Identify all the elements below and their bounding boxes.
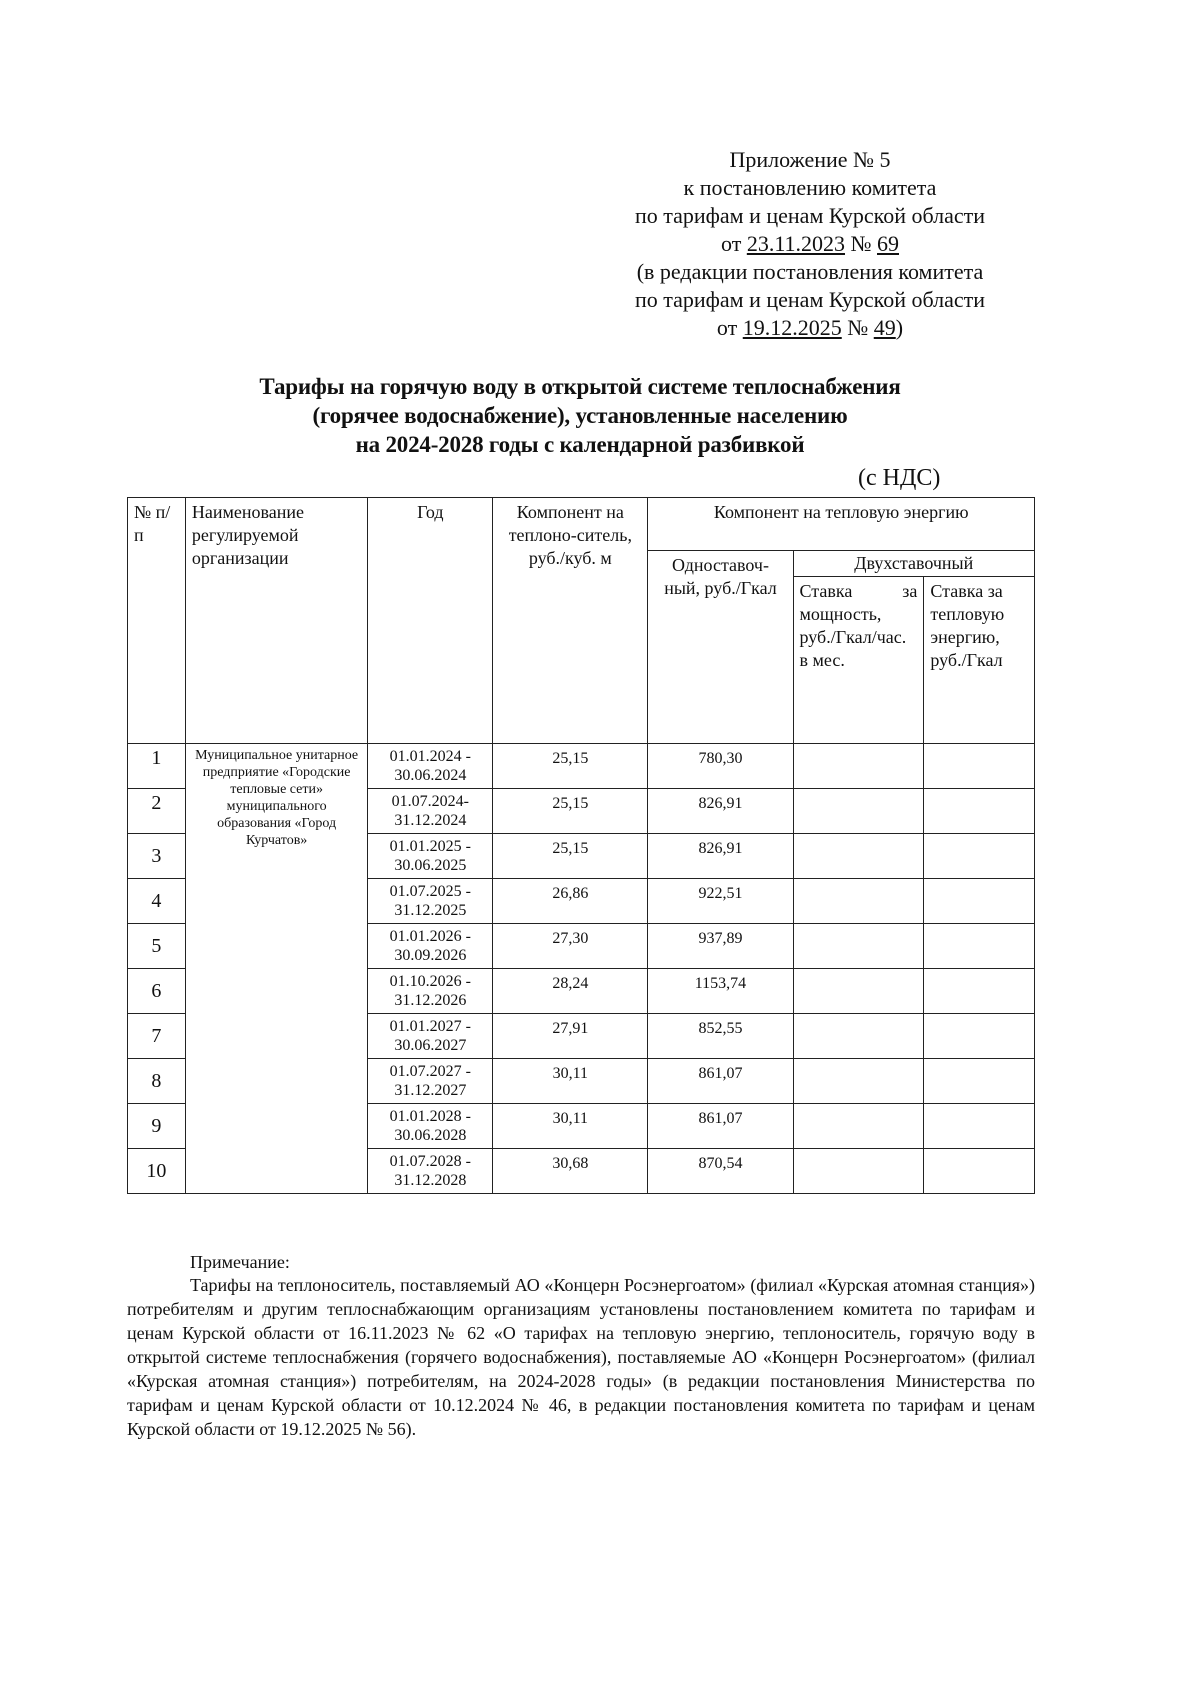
period: 01.07.2024- 31.12.2024 bbox=[368, 789, 493, 834]
carrier-value: 25,15 bbox=[493, 789, 648, 834]
appendix-order-ref bbox=[600, 230, 1020, 258]
capacity-rate-value bbox=[793, 879, 924, 924]
energy-rate-value bbox=[924, 924, 1035, 969]
header-two-part-rate: Двухставочный bbox=[793, 551, 1034, 577]
number-label: № bbox=[845, 231, 877, 256]
single-rate-value: 1153,74 bbox=[648, 969, 793, 1014]
appendix-amendment-ref bbox=[600, 314, 1020, 342]
title-line: на 2024-2028 годы с календарной разбивкой bbox=[355, 432, 805, 457]
capacity-rate-value bbox=[793, 744, 924, 789]
capacity-rate-value bbox=[793, 834, 924, 879]
table-row bbox=[128, 744, 1035, 789]
period: 01.01.2027 - 30.06.2027 bbox=[368, 1014, 493, 1059]
appendix-line: Приложение № 5 bbox=[729, 147, 891, 172]
single-rate-value: 870,54 bbox=[648, 1149, 793, 1194]
row-number: 6 bbox=[128, 969, 186, 1014]
energy-rate-value bbox=[924, 1149, 1035, 1194]
single-rate-value: 861,07 bbox=[648, 1059, 793, 1104]
single-rate-value: 826,91 bbox=[648, 789, 793, 834]
order-date: 23.11.2023 bbox=[746, 231, 845, 256]
row-number: 1 bbox=[128, 744, 186, 789]
title-line: (горячее водоснабжение), установленные населению bbox=[312, 403, 848, 428]
note-text: Тарифы на теплоноситель, поставляемый АО «Концерн Росэнергоатом» (филиал «Курская атомная станция») потребителям и другим теплоснабжающим организациям установлены постановлением комитета по тарифам и ценам Курской области от 16.11.2023 № 62 «О тарифах на тепловую энергию, теплоноситель, горячую воду в открытой системе теплоснабжения (горячего водоснабжения), поставляемые АО «Концерн Росэнергоатом» (филиал «Курская атомная станция») потребителям, на 2024-2028 годы» (в редакции постановления Министерства по тарифам и ценам Курской области от 10.12.2024 № 46, в редакции постановления комитета по тарифам и ценам Курской области от 19.12.2025 № 56). bbox=[127, 1275, 1035, 1439]
amendment-date: 19.12.2025 bbox=[742, 315, 842, 340]
prefix: от bbox=[716, 315, 743, 340]
single-rate-value: 826,91 bbox=[648, 834, 793, 879]
period: 01.07.2027 - 31.12.2027 bbox=[368, 1059, 493, 1104]
carrier-value: 28,24 bbox=[493, 969, 648, 1014]
header-energy-rate: Ставка за тепловую энергию, руб./Гкал bbox=[924, 577, 1035, 744]
carrier-value: 27,30 bbox=[493, 924, 648, 969]
row-number: 3 bbox=[128, 834, 186, 879]
header-single-rate: Одноставоч-ный, руб./Гкал bbox=[648, 551, 793, 744]
carrier-value: 30,11 bbox=[493, 1104, 648, 1149]
header-year: Год bbox=[368, 498, 493, 744]
title-line: Тарифы на горячую воду в открытой системе теплоснабжения bbox=[259, 374, 901, 399]
energy-rate-value bbox=[924, 969, 1035, 1014]
carrier-value: 25,15 bbox=[493, 834, 648, 879]
energy-rate-value bbox=[924, 879, 1035, 924]
period: 01.01.2024 - 30.06.2024 bbox=[368, 744, 493, 789]
header-organization: Наименование регулируемой организации bbox=[185, 498, 368, 744]
document-title bbox=[160, 372, 1000, 459]
prefix: от bbox=[720, 231, 747, 256]
carrier-value: 26,86 bbox=[493, 879, 648, 924]
row-number: 10 bbox=[128, 1149, 186, 1194]
row-number: 4 bbox=[128, 879, 186, 924]
period: 01.07.2028 - 31.12.2028 bbox=[368, 1149, 493, 1194]
row-number: 9 bbox=[128, 1104, 186, 1149]
row-number: 2 bbox=[128, 789, 186, 834]
appendix-block bbox=[600, 146, 1020, 342]
header-no: № п/п bbox=[128, 498, 186, 744]
period: 01.01.2025 - 30.06.2025 bbox=[368, 834, 493, 879]
header-heat-carrier: Компонент на теплоно-ситель, руб./куб. м bbox=[493, 498, 648, 744]
carrier-value: 25,15 bbox=[493, 744, 648, 789]
carrier-value: 27,91 bbox=[493, 1014, 648, 1059]
amendment-number: 49 bbox=[873, 315, 896, 340]
appendix-line: (в редакции постановления комитета bbox=[636, 259, 984, 284]
capacity-rate-value bbox=[793, 924, 924, 969]
single-rate-value: 922,51 bbox=[648, 879, 793, 924]
period: 01.10.2026 - 31.12.2026 bbox=[368, 969, 493, 1014]
capacity-rate-value bbox=[793, 789, 924, 834]
period: 01.01.2028 - 30.06.2028 bbox=[368, 1104, 493, 1149]
capacity-rate-value bbox=[793, 969, 924, 1014]
appendix-line: по тарифам и ценам Курской области bbox=[634, 287, 986, 312]
appendix-line: к постановлению комитета bbox=[683, 175, 937, 200]
tariff-table bbox=[127, 497, 1035, 1194]
order-number: 69 bbox=[877, 231, 899, 256]
note-label: Примечание: bbox=[190, 1252, 290, 1272]
number-label: № bbox=[841, 315, 874, 340]
carrier-value: 30,68 bbox=[493, 1149, 648, 1194]
single-rate-value: 780,30 bbox=[648, 744, 793, 789]
capacity-rate-value bbox=[793, 1014, 924, 1059]
energy-rate-value bbox=[924, 1104, 1035, 1149]
energy-rate-value bbox=[924, 1059, 1035, 1104]
header-capacity-rate: Ставка за мощность, руб./Гкал/час. в мес. bbox=[793, 577, 924, 744]
energy-rate-value bbox=[924, 789, 1035, 834]
single-rate-value: 937,89 bbox=[648, 924, 793, 969]
energy-rate-value bbox=[924, 834, 1035, 879]
organization-name: Муниципальное унитарное предприятие «Городские тепловые сети» муниципального образования «Город Курчатов» bbox=[185, 744, 368, 1194]
energy-rate-value bbox=[924, 1014, 1035, 1059]
row-number: 5 bbox=[128, 924, 186, 969]
carrier-value: 30,11 bbox=[493, 1059, 648, 1104]
row-number: 8 bbox=[128, 1059, 186, 1104]
header-heat-energy: Компонент на тепловую энергию bbox=[648, 498, 1035, 551]
single-rate-value: 861,07 bbox=[648, 1104, 793, 1149]
energy-rate-value bbox=[924, 744, 1035, 789]
suffix: ) bbox=[895, 315, 904, 340]
appendix-line: по тарифам и ценам Курской области bbox=[634, 203, 986, 228]
single-rate-value: 852,55 bbox=[648, 1014, 793, 1059]
period: 01.01.2026 - 30.09.2026 bbox=[368, 924, 493, 969]
capacity-rate-value bbox=[793, 1104, 924, 1149]
period: 01.07.2025 - 31.12.2025 bbox=[368, 879, 493, 924]
capacity-rate-value bbox=[793, 1059, 924, 1104]
row-number: 7 bbox=[128, 1014, 186, 1059]
vat-note: (с НДС) bbox=[858, 465, 941, 491]
capacity-rate-value bbox=[793, 1149, 924, 1194]
